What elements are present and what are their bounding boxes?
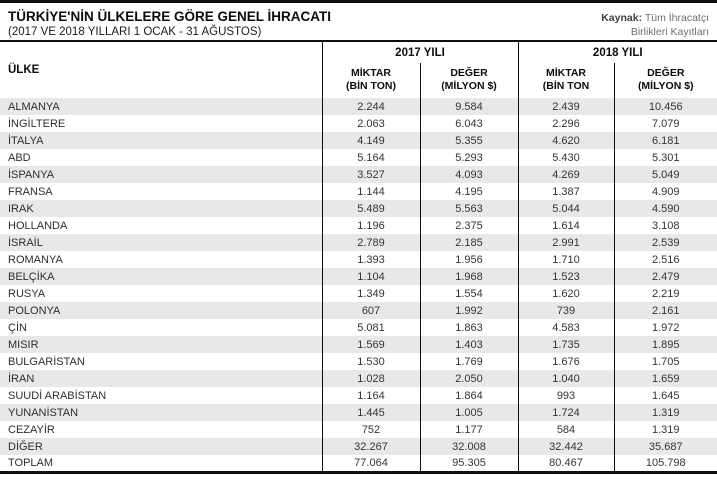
column-group-2018: 2018 YILI bbox=[518, 41, 717, 63]
country-cell: POLONYA bbox=[8, 304, 61, 317]
value-cell: 4.590 bbox=[614, 200, 717, 217]
value-cell: 10.456 bbox=[614, 98, 717, 115]
country-cell: ÇİN bbox=[8, 321, 27, 334]
country-cell: MISIR bbox=[8, 338, 39, 351]
value-cell: 1.523 bbox=[518, 268, 614, 285]
amount-label-2017: MİKTAR bbox=[350, 66, 392, 79]
value-cell: 3.108 bbox=[614, 217, 717, 234]
country-cell: HOLLANDA bbox=[8, 219, 68, 232]
value-cell: 607 bbox=[322, 302, 420, 319]
value-cell: 2.479 bbox=[614, 268, 717, 285]
value-cell: 2.539 bbox=[614, 234, 717, 251]
value-cell: 105.798 bbox=[614, 455, 717, 472]
value-cell: 5.355 bbox=[420, 132, 518, 149]
table-row bbox=[0, 183, 717, 200]
value-cell: 4.620 bbox=[518, 132, 614, 149]
value-cell: 2.375 bbox=[420, 217, 518, 234]
source-label: Kaynak: bbox=[601, 12, 643, 24]
value-cell: 2.161 bbox=[614, 302, 717, 319]
country-cell: RUSYA bbox=[8, 287, 46, 300]
country-cell: İSPANYA bbox=[8, 168, 55, 181]
country-cell: ALMANYA bbox=[8, 100, 60, 113]
value-cell: 5.081 bbox=[322, 319, 420, 336]
value-cell: 2.050 bbox=[420, 370, 518, 387]
value-cell: 2.244 bbox=[322, 98, 420, 115]
value-cell: 5.044 bbox=[518, 200, 614, 217]
value-cell: 1.387 bbox=[518, 183, 614, 200]
country-cell: DİĞER bbox=[8, 440, 43, 453]
value-cell: 2.185 bbox=[420, 234, 518, 251]
table-row bbox=[0, 132, 717, 149]
value-cell: 4.093 bbox=[420, 166, 518, 183]
value-cell: 1.676 bbox=[518, 353, 614, 370]
source-note bbox=[601, 12, 709, 39]
page-subtitle: (2017 VE 2018 YILLARI 1 OCAK - 31 AĞUSTOS) bbox=[8, 26, 262, 38]
value-unit-2018: (MİLYON $) bbox=[637, 79, 694, 92]
value-cell: 1.196 bbox=[322, 217, 420, 234]
value-cell: 1.028 bbox=[322, 370, 420, 387]
value-cell: 2.063 bbox=[322, 115, 420, 132]
table-row bbox=[0, 166, 717, 183]
table-row bbox=[0, 234, 717, 251]
value-cell: 35.687 bbox=[614, 438, 717, 455]
value-cell: 1.863 bbox=[420, 319, 518, 336]
title-block bbox=[8, 9, 331, 38]
value-cell: 1.569 bbox=[322, 336, 420, 353]
column-header-2018-amount bbox=[518, 63, 614, 98]
value-cell: 32.008 bbox=[420, 438, 518, 455]
country-cell: ABD bbox=[8, 151, 31, 164]
value-cell: 1.040 bbox=[518, 370, 614, 387]
value-cell: 7.079 bbox=[614, 115, 717, 132]
country-cell: SUUDİ ARABİSTAN bbox=[8, 389, 107, 402]
country-cell: FRANSA bbox=[8, 185, 53, 198]
table-row bbox=[0, 268, 717, 285]
value-cell: 1.005 bbox=[420, 404, 518, 421]
value-cell: 32.442 bbox=[518, 438, 614, 455]
value-cell: 3.527 bbox=[322, 166, 420, 183]
value-cell: 1.319 bbox=[614, 404, 717, 421]
value-cell: 1.972 bbox=[614, 319, 717, 336]
country-cell: ROMANYA bbox=[8, 253, 63, 266]
value-cell: 32.267 bbox=[322, 438, 420, 455]
table-body bbox=[0, 98, 717, 472]
value-label-2017: DEĞER bbox=[450, 66, 488, 79]
table-row bbox=[0, 370, 717, 387]
value-cell: 1.614 bbox=[518, 217, 614, 234]
value-cell: 1.864 bbox=[420, 387, 518, 404]
source-line-1 bbox=[601, 12, 709, 24]
table-row bbox=[0, 421, 717, 438]
value-cell: 5.293 bbox=[420, 149, 518, 166]
page-title: TÜRKİYE'NİN ÜLKELERE GÖRE GENEL İHRACATI bbox=[8, 9, 331, 24]
value-cell: 4.583 bbox=[518, 319, 614, 336]
value-cell: 5.489 bbox=[322, 200, 420, 217]
country-cell: IRAK bbox=[8, 202, 34, 215]
value-cell: 2.296 bbox=[518, 115, 614, 132]
table-row bbox=[0, 455, 717, 472]
column-header-2017-amount bbox=[322, 63, 420, 98]
value-cell: 5.164 bbox=[322, 149, 420, 166]
amount-label-2018: MİKTAR bbox=[545, 66, 587, 79]
value-cell: 1.769 bbox=[420, 353, 518, 370]
table-row bbox=[0, 115, 717, 132]
value-cell: 584 bbox=[518, 421, 614, 438]
table-row bbox=[0, 319, 717, 336]
value-cell: 1.735 bbox=[518, 336, 614, 353]
country-cell: İRAN bbox=[8, 372, 35, 385]
value-cell: 1.710 bbox=[518, 251, 614, 268]
value-cell: 4.149 bbox=[322, 132, 420, 149]
table-row bbox=[0, 98, 717, 115]
value-cell: 1.645 bbox=[614, 387, 717, 404]
value-cell: 4.195 bbox=[420, 183, 518, 200]
value-cell: 2.991 bbox=[518, 234, 614, 251]
value-cell: 6.043 bbox=[420, 115, 518, 132]
exports-table bbox=[0, 40, 717, 474]
value-cell: 1.992 bbox=[420, 302, 518, 319]
column-group-2017: 2017 YILI bbox=[322, 41, 518, 63]
table-row bbox=[0, 200, 717, 217]
table-row bbox=[0, 285, 717, 302]
value-cell: 6.181 bbox=[614, 132, 717, 149]
header bbox=[0, 3, 717, 40]
value-cell: 5.430 bbox=[518, 149, 614, 166]
value-cell: 1.144 bbox=[322, 183, 420, 200]
value-cell: 1.319 bbox=[614, 421, 717, 438]
table-header bbox=[0, 41, 717, 98]
table-row bbox=[0, 404, 717, 421]
value-cell: 752 bbox=[322, 421, 420, 438]
table-row bbox=[0, 251, 717, 268]
value-cell: 5.563 bbox=[420, 200, 518, 217]
table-row bbox=[0, 302, 717, 319]
value-cell: 1.530 bbox=[322, 353, 420, 370]
value-cell: 4.909 bbox=[614, 183, 717, 200]
value-cell: 2.516 bbox=[614, 251, 717, 268]
value-cell: 4.269 bbox=[518, 166, 614, 183]
table-row bbox=[0, 387, 717, 404]
country-cell: İNGİLTERE bbox=[8, 117, 66, 130]
country-cell: İTALYA bbox=[8, 134, 44, 147]
value-cell: 1.659 bbox=[614, 370, 717, 387]
value-cell: 1.104 bbox=[322, 268, 420, 285]
value-cell: 739 bbox=[518, 302, 614, 319]
value-cell: 5.049 bbox=[614, 166, 717, 183]
value-cell: 80.467 bbox=[518, 455, 614, 472]
country-cell: YUNANİSTAN bbox=[8, 406, 79, 419]
value-cell: 1.895 bbox=[614, 336, 717, 353]
value-cell: 1.620 bbox=[518, 285, 614, 302]
value-cell: 77.064 bbox=[322, 455, 420, 472]
country-cell: BULGARİSTAN bbox=[8, 355, 85, 368]
value-label-2018: DEĞER bbox=[647, 66, 685, 79]
table-row bbox=[0, 217, 717, 234]
country-cell: BELÇİKA bbox=[8, 270, 55, 283]
column-header-2018-value bbox=[614, 63, 717, 98]
value-cell: 1.705 bbox=[614, 353, 717, 370]
table-row bbox=[0, 353, 717, 370]
amount-unit-2017: (BİN TON) bbox=[346, 79, 396, 92]
country-cell: İSRAİL bbox=[8, 236, 43, 249]
value-cell: 2.439 bbox=[518, 98, 614, 115]
source-text-2: Birlikleri Kayıtları bbox=[630, 25, 709, 38]
source-text-1: Tüm İhracatçı bbox=[644, 12, 709, 24]
value-cell: 95.305 bbox=[420, 455, 518, 472]
value-cell: 5.301 bbox=[614, 149, 717, 166]
value-cell: 1.554 bbox=[420, 285, 518, 302]
column-header-2017-value bbox=[420, 63, 518, 98]
value-cell: 1.177 bbox=[420, 421, 518, 438]
value-cell: 1.393 bbox=[322, 251, 420, 268]
table-row bbox=[0, 438, 717, 455]
table-row bbox=[0, 149, 717, 166]
column-header-country: ÜLKE bbox=[8, 64, 40, 76]
value-cell: 1.403 bbox=[420, 336, 518, 353]
value-cell: 1.164 bbox=[322, 387, 420, 404]
table-row bbox=[0, 336, 717, 353]
value-cell: 1.968 bbox=[420, 268, 518, 285]
value-cell: 9.584 bbox=[420, 98, 518, 115]
value-cell: 2.789 bbox=[322, 234, 420, 251]
amount-unit-2018: (BİN TON bbox=[542, 79, 590, 92]
value-cell: 993 bbox=[518, 387, 614, 404]
value-cell: 1.724 bbox=[518, 404, 614, 421]
value-cell: 1.349 bbox=[322, 285, 420, 302]
value-unit-2017: (MİLYON $) bbox=[441, 79, 497, 92]
value-cell: 2.219 bbox=[614, 285, 717, 302]
value-cell: 1.956 bbox=[420, 251, 518, 268]
value-cell: 1.445 bbox=[322, 404, 420, 421]
country-cell: TOPLAM bbox=[8, 456, 54, 469]
country-cell: CEZAYİR bbox=[8, 423, 55, 436]
